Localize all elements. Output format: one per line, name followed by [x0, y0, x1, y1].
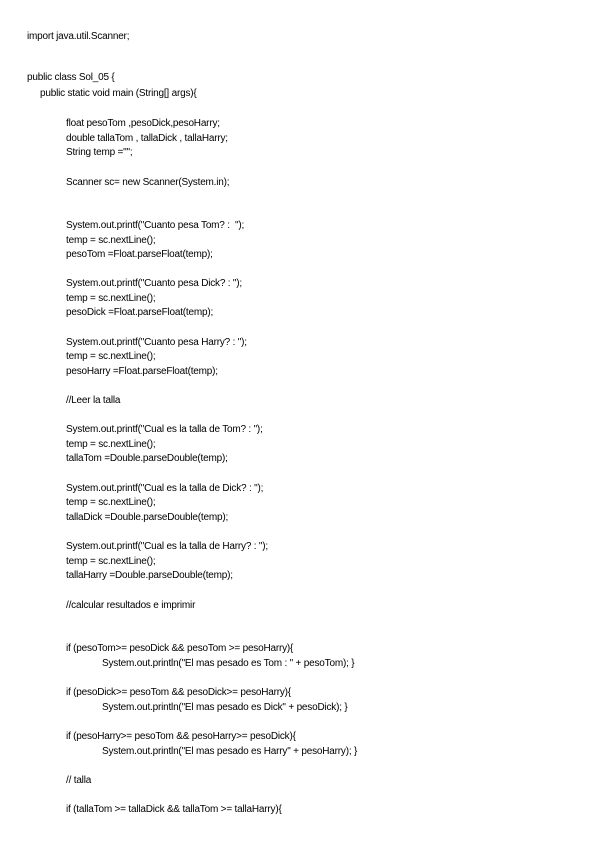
- code-line: temp = sc.nextLine();: [66, 351, 156, 362]
- code-line: tallaHarry =Double.parseDouble(temp);: [66, 570, 233, 581]
- code-line: if (pesoDick>= pesoTom && pesoDick>= pesoHarry){: [66, 687, 291, 698]
- code-line: String temp ="";: [66, 147, 133, 158]
- code-line: if (pesoTom>= pesoDick && pesoTom >= pesoHarry){: [66, 643, 294, 654]
- code-line: import java.util.Scanner;: [27, 31, 130, 42]
- code-comment: //calcular resultados e imprimir: [66, 600, 196, 611]
- code-line: System.out.println("El mas pesado es Harry" + pesoHarry); }: [102, 746, 358, 757]
- code-line: pesoTom =Float.parseFloat(temp);: [66, 249, 213, 260]
- code-line: public class Sol_05 {: [27, 72, 115, 83]
- code-line: System.out.printf("Cuanto pesa Harry? : ");: [66, 337, 247, 348]
- code-line: temp = sc.nextLine();: [66, 556, 156, 567]
- code-line: public static void main (String[] args){: [40, 88, 197, 99]
- code-line: pesoHarry =Float.parseFloat(temp);: [66, 366, 218, 377]
- code-line: System.out.println("El mas pesado es Tom : " + pesoTom); }: [102, 658, 355, 669]
- code-line: temp = sc.nextLine();: [66, 235, 156, 246]
- code-line: System.out.printf("Cual es la talla de Harry? : ");: [66, 541, 268, 552]
- code-line: temp = sc.nextLine();: [66, 497, 156, 508]
- code-line: System.out.printf("Cuanto pesa Dick? : ");: [66, 278, 242, 289]
- code-line: System.out.printf("Cuanto pesa Tom? : ");: [66, 220, 245, 231]
- code-line: double tallaTom , tallaDick , tallaHarry;: [66, 133, 228, 144]
- code-line: if (pesoHarry>= pesoTom && pesoHarry>= pesoDick){: [66, 731, 296, 742]
- code-line: System.out.printf("Cual es la talla de Dick? : ");: [66, 483, 264, 494]
- code-line: Scanner sc= new Scanner(System.in);: [66, 177, 230, 188]
- code-line: pesoDick =Float.parseFloat(temp);: [66, 307, 214, 318]
- code-line: System.out.printf("Cual es la talla de Tom? : ");: [66, 424, 263, 435]
- code-line: if (tallaTom >= tallaDick && tallaTom >= tallaHarry){: [66, 804, 282, 815]
- code-line: float pesoTom ,pesoDick,pesoHarry;: [66, 118, 220, 129]
- code-line: tallaDick =Double.parseDouble(temp);: [66, 512, 229, 523]
- code-comment: // talla: [66, 775, 92, 786]
- code-line: tallaTom =Double.parseDouble(temp);: [66, 453, 228, 464]
- code-line: temp = sc.nextLine();: [66, 293, 156, 304]
- code-comment: //Leer la talla: [66, 395, 121, 406]
- code-line: System.out.println("El mas pesado es Dick" + pesoDick); }: [102, 702, 348, 713]
- code-line: temp = sc.nextLine();: [66, 439, 156, 450]
